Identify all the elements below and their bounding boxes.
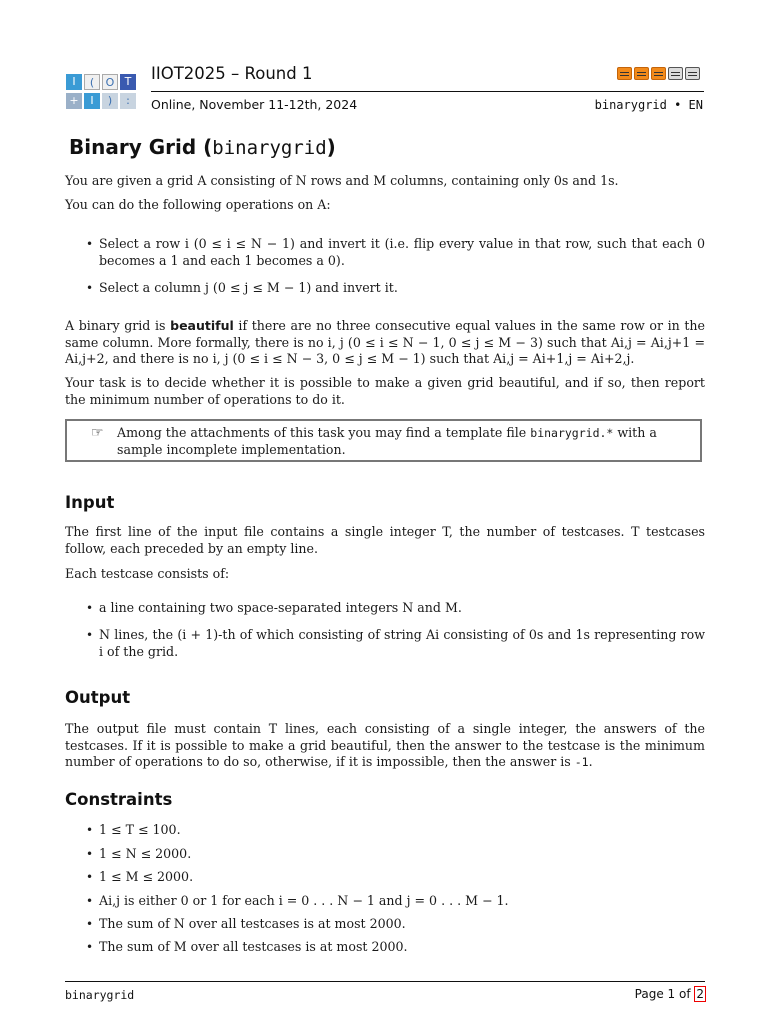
logo-cell: O [102, 74, 118, 90]
difficulty-icon [668, 67, 683, 80]
output-text: The output file must contain T lines, each consisting of a single integer, the answers of the testcases. If it is possible to make a grid beautiful, then the answer to the testcase is the minimum number of operations to do so, otherwise, if it is impossible, then the answer is [65, 721, 705, 769]
difficulty-icon [617, 67, 632, 80]
constraint-item: Ai,j is either 0 or 1 for each i = 0 . . . N − 1 and j = 0 . . . M − 1. [99, 893, 509, 908]
constraint-item: The sum of M over all testcases is at most 2000. [99, 939, 408, 954]
statement-paragraph: You are given a grid A consisting of N rows and M columns, containing only 0s and 1s. [65, 173, 619, 188]
contest-logo [66, 74, 140, 110]
constraint-item: 1 ≤ N ≤ 2000. [99, 846, 192, 861]
pointing-hand-icon: ☞ [91, 425, 104, 441]
output-paragraph [65, 721, 705, 771]
operation-item: Select a column j (0 ≤ j ≤ M − 1) and invert it. [99, 280, 398, 295]
operation-item: Select a row i (0 ≤ i ≤ N − 1) and invert it (i.e. flip every value in that row, such that each 0 becomes a 1 and each 1 becomes a 0). [99, 236, 705, 268]
logo-cell: + [66, 93, 82, 109]
section-heading-output: Output [65, 688, 131, 707]
logo-cell: I [84, 93, 100, 109]
note-text-part: with a sample incomplete implementation. [117, 425, 657, 457]
statement-paragraph: You can do the following operations on A: [65, 197, 331, 212]
difficulty-icon [651, 67, 666, 80]
input-item: N lines, the (i + 1)-th of which consisting of string Ai consisting of 0s and 1s representing row i of the grid. [99, 627, 705, 659]
constraint-item: The sum of N over all testcases is at most 2000. [99, 916, 406, 931]
logo-cell: I [66, 74, 82, 90]
input-item: a line containing two space-separated integers N and M. [99, 600, 462, 615]
difficulty-icon [685, 67, 700, 80]
logo-cell: : [120, 93, 136, 109]
note-text [117, 425, 697, 458]
footer-task-name: binarygrid [65, 988, 135, 1002]
input-paragraph: The first line of the input file contains a single integer T, the number of testcases. T testcases follow, each preceded by an empty line. [65, 524, 705, 556]
section-heading-input: Input [65, 493, 115, 512]
task-title-code: binarygrid [212, 137, 327, 159]
logo-cell: ) [102, 93, 118, 109]
header-divider [151, 91, 704, 92]
bullet: • [86, 894, 94, 908]
page-number [635, 987, 706, 1001]
page-number-prefix: Page 1 of [634, 987, 695, 1001]
constraint-item: 1 ≤ M ≤ 2000. [99, 869, 194, 884]
logo-cell: T [120, 74, 136, 90]
constraint-item: 1 ≤ T ≤ 100. [99, 822, 181, 837]
task-title [69, 135, 336, 159]
bullet: • [86, 917, 94, 931]
beautiful-definition [65, 318, 705, 368]
definition-keyword: beautiful [170, 318, 234, 333]
total-pages-link[interactable]: 2 [696, 987, 704, 1001]
definition-text: if there are no three consecutive equal values in the same row or in the same column. More formally, there is no i, j (0 ≤ i ≤ N − 1, 0 ≤ j ≤ M − 3) such that Ai,j = Ai,j+1 = Ai,j+2, and there is no i, j (0 ≤ i ≤ N − 3, 0 ≤ j ≤ M − 1) such that Ai,j = Ai+1,j = Ai+2,j. [65, 318, 705, 366]
bullet: • [86, 601, 94, 615]
output-impossible-code: -1 [574, 755, 589, 769]
difficulty-icon [634, 67, 649, 80]
bullet: • [86, 628, 94, 642]
attachment-note [65, 419, 702, 462]
task-language-label: binarygrid • EN [594, 98, 703, 112]
logo-cell: ( [84, 74, 100, 90]
statement-paragraph: Your task is to decide whether it is possible to make a given grid beautiful, and if so, then report the minimum number of operations to do it. [65, 375, 705, 407]
input-paragraph: Each testcase consists of: [65, 566, 230, 581]
contest-date: Online, November 11-12th, 2024 [151, 97, 358, 112]
footer-divider [65, 981, 705, 982]
section-heading-constraints: Constraints [65, 790, 173, 809]
bullet: • [86, 847, 94, 861]
output-text: . [588, 754, 593, 769]
definition-text: A binary grid is [65, 318, 171, 333]
task-title-close: ) [326, 135, 336, 159]
contest-title: IIOT2025 – Round 1 [151, 64, 313, 83]
template-filename: binarygrid.* [530, 426, 614, 440]
bullet: • [86, 870, 94, 884]
difficulty-rating [617, 67, 703, 81]
bullet: • [86, 940, 94, 954]
bullet: • [86, 281, 94, 295]
bullet: • [86, 237, 94, 251]
bullet: • [86, 823, 94, 837]
task-title-name: Binary Grid ( [69, 135, 213, 159]
note-text-part: Among the attachments of this task you may find a template file [117, 425, 531, 440]
